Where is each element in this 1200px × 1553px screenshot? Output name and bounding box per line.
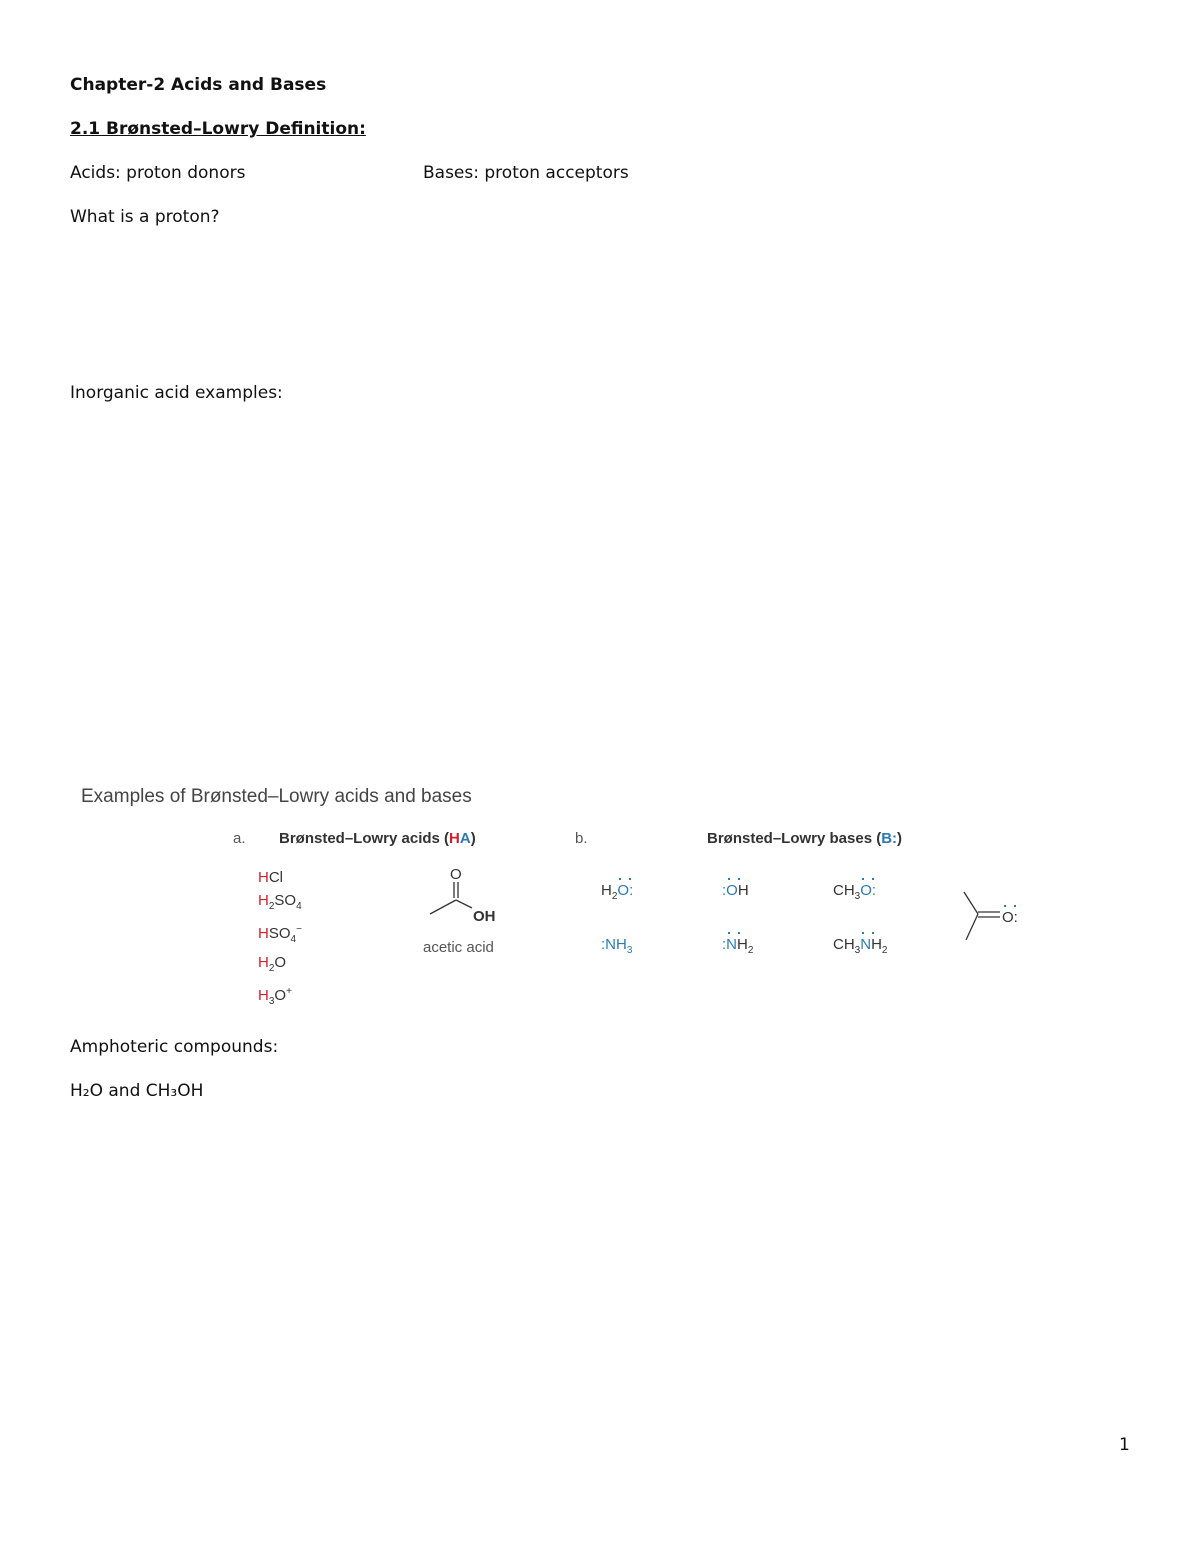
acetic-o: O bbox=[450, 866, 462, 883]
amphoteric-examples: H₂O and CH₃OH bbox=[70, 1081, 204, 1101]
bases-definition: Bases: proton acceptors bbox=[423, 163, 629, 183]
acid-hso4: $HSO_4^-$ bbox=[258, 924, 302, 945]
base-methoxide: $CH_3O$: bbox=[833, 882, 877, 902]
bases-heading: Brønsted–Lowry bases (B:) bbox=[707, 830, 903, 847]
base-hydroxide: :OH bbox=[722, 882, 749, 899]
acid-h2o: $H_2O$ bbox=[258, 954, 287, 974]
acid-h2so4: $H_2SO_4$ bbox=[258, 892, 302, 912]
ketone-oxygen: O: bbox=[1002, 909, 1018, 926]
acetic-oh-label: OH bbox=[473, 908, 496, 925]
ketone-structure bbox=[960, 888, 1030, 944]
acetic-acid-structure bbox=[420, 862, 520, 922]
acid-list bbox=[258, 866, 302, 1013]
page-number: 1 bbox=[1119, 1435, 1130, 1455]
base-nh3: $:NH_3$ bbox=[601, 936, 633, 956]
part-a-label: a. bbox=[233, 830, 246, 847]
acids-heading: Brønsted–Lowry acids (HA) bbox=[279, 830, 476, 847]
acetic-acid-label: acetic acid bbox=[423, 939, 494, 956]
chapter-title: Chapter-2 Acids and Bases bbox=[70, 75, 327, 95]
acid-h3o: $H_3O^+$ bbox=[258, 986, 292, 1007]
proton-question: What is a proton? bbox=[70, 207, 220, 227]
amphoteric-label: Amphoteric compounds: bbox=[70, 1037, 279, 1057]
acid-hcl: HCl bbox=[258, 869, 284, 886]
section-heading: 2.1 Brønsted–Lowry Definition: bbox=[70, 119, 366, 139]
base-h2o: $H_2O$: bbox=[601, 882, 634, 902]
base-amide: $:NH_2$ bbox=[722, 936, 754, 956]
part-b-label: b. bbox=[575, 830, 588, 847]
figure-title: Examples of Brønsted–Lowry acids and bases bbox=[81, 786, 472, 807]
acids-definition: Acids: proton donors bbox=[70, 163, 246, 183]
base-methylamine: $CH_3NH_2$ bbox=[833, 936, 888, 956]
inorganic-acid-label: Inorganic acid examples: bbox=[70, 383, 283, 403]
